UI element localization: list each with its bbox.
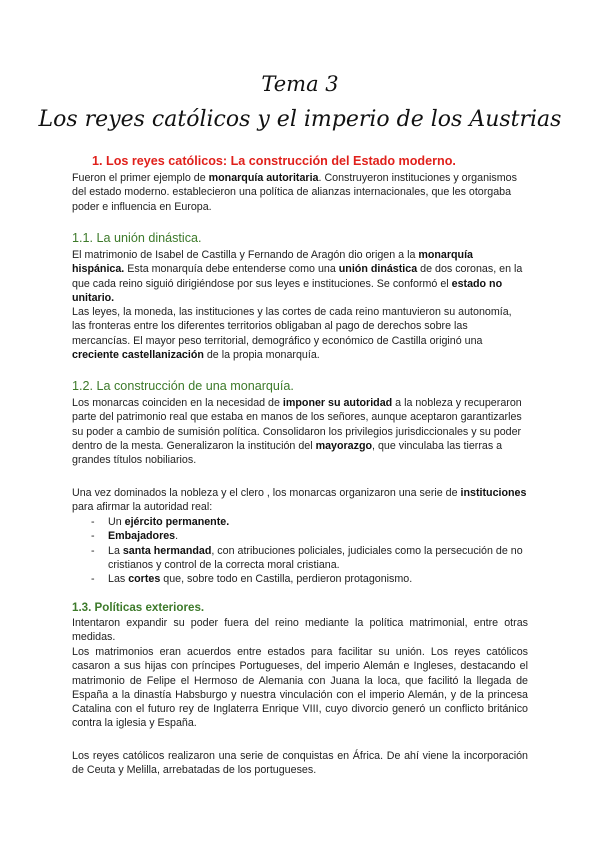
section-1-3-paragraph-1: Intentaron expandir su poder fuera del reino mediante la política matrimonial, entre otras medidas. [72, 617, 528, 644]
institutions-list [72, 515, 528, 586]
section-1-1-paragraph-2: Las leyes, la moneda, las instituciones y las cortes de cada reino mantuvieron su autonomía, las fronteras entre los diferentes territorios obligaban al pago de derechos sobre las mercancías. El mayor peso territorial, demográfico y económico de Castilla originó una creciente castellanización de la propia monarquía. [72, 306, 512, 361]
list-item: - Embajadores. [91, 530, 179, 543]
list-item: - Las cortes que, sobre todo en Castilla, perdieron protagonismo. [91, 573, 413, 586]
section-1-3-paragraph-3: Los reyes católicos realizaron una serie de conquistas en África. De ahí viene la incorporación de Ceuta y Melilla, arrebatadas de los portugueses. [72, 750, 528, 777]
section-1-1-paragraph-1: El matrimonio de Isabel de Castilla y Fernando de Aragón dio origen a la monarquía hispánica. Esta monarquía debe entenderse como una unión dinástica de dos coronas, en la que cada reino siguió dirigiéndose por sus leyes e instituciones. Se conformó el estado no unitario. [72, 249, 523, 304]
section-1-heading: 1. Los reyes católicos: La construcción del Estado moderno. [92, 154, 456, 168]
section-1-3-heading: 1.3. Políticas exteriores. [72, 601, 205, 614]
section-1-paragraph: Fueron el primer ejemplo de monarquía autoritaria. Construyeron instituciones y organismos del estado moderno. establecieron una política de alianzas internacionales, que les otorgaba poder e influencia en Europa. [72, 172, 517, 213]
section-1-1-heading: 1.1. La unión dinástica. [72, 231, 202, 245]
list-item: - La santa hermandad, con atribuciones policiales, judiciales como la persecución de no cristianos y control de la correcta moral cristiana. [91, 544, 523, 571]
section-1-2-paragraph-1: Los monarcas coinciden en la necesidad de imponer su autoridad a la nobleza y recuperaron parte del patrimonio real que estaba en manos de los señores, aunque aceptaron garantizarles su poder a cambio de sumisión política. Consolidaron los privilegios jurisdiccionales y su poder dentro de la mesta. Generalizaron la institución del mayorazgo, que vinculaba las tierras a grandes títulos nobiliarios. [72, 397, 522, 467]
section-1-3-paragraph-2: Los matrimonios eran acuerdos entre estados para facilitar su unión. Los reyes católicos casaron a sus hijas con príncipes Portugueses, del imperio Alemán e Ingleses, destacando el matrimonio de Felipe el Hermoso de Alemania con Juana la loca, que facilitó la llegada de España a la dinastía Habsburgo y nuestra vinculación con el imperio Alemán, y de la princesa Catalina con el futuro rey de Inglaterra Enrique VIII, cuyo divorcio generó un conflicto británico contra la iglesia y España. [72, 646, 528, 730]
document-title: Tema 3 [261, 72, 339, 96]
document-subtitle: Los reyes católicos y el imperio de los Austrias [38, 107, 562, 132]
list-item: - Un ejército permanente. [91, 516, 230, 528]
section-1-2-heading: 1.2. La construcción de una monarquía. [72, 379, 294, 393]
section-1-2-paragraph-2: Una vez dominados la nobleza y el clero , los monarcas organizaron una serie de instituciones para afirmar la autoridad real: [72, 487, 527, 514]
